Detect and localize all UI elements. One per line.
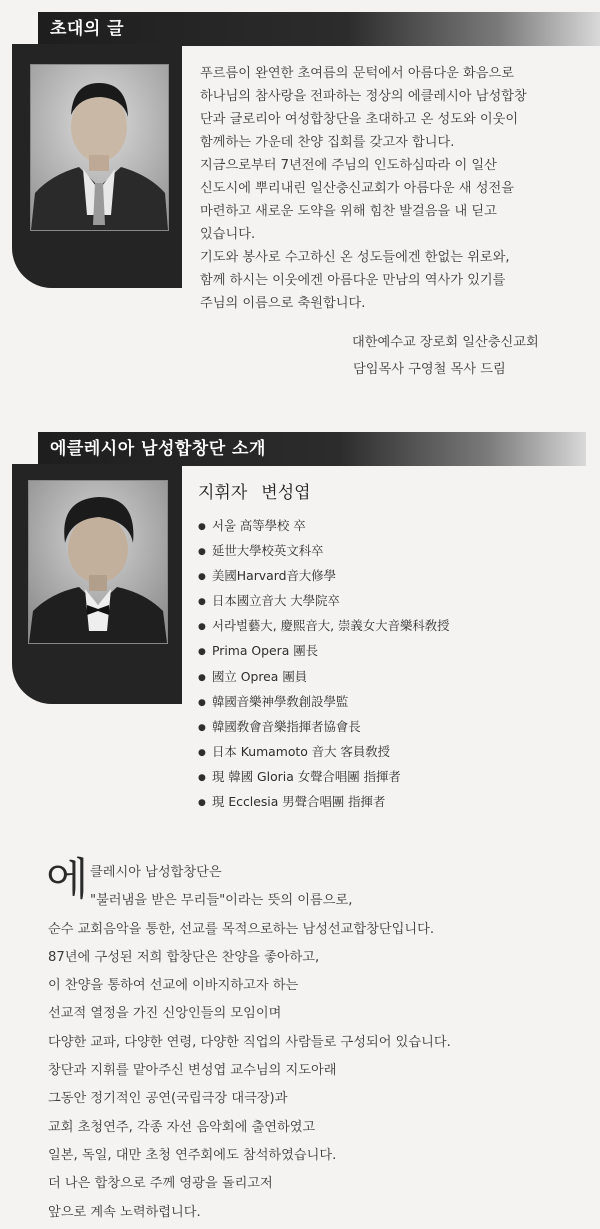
career-text: 國立 Oprea 團員 — [212, 668, 308, 684]
paragraph-line: "불러냄을 받은 무리들"이라는 뜻의 이름으로, — [90, 893, 353, 909]
paragraph-line: 함께하는 가운데 찬양 집회를 갖고자 합니다. — [200, 135, 455, 150]
conductor-heading — [198, 478, 311, 503]
list-item — [198, 589, 450, 614]
paragraph-line: 창단과 지휘를 맡아주신 변성엽 교수님의 지도아래 — [48, 1063, 337, 1079]
paragraph-line: 마련하고 새로운 도약을 위해 힘찬 발걸음을 내 딛고 — [200, 204, 497, 219]
bullet-icon: ● — [198, 672, 206, 683]
bullet-icon: ● — [198, 572, 206, 583]
paragraph-line: 선교적 열정을 가진 신앙인들의 모임이며 — [48, 1006, 282, 1022]
paragraph-line: 함께 하시는 이웃에겐 아름다운 만남의 역사가 있기를 — [200, 273, 506, 288]
paragraph-line: 하나님의 참사랑을 전파하는 정상의 에클레시아 남성합창 — [200, 89, 527, 104]
list-item — [198, 665, 450, 690]
paragraph-line: 단과 글로리아 여성합창단을 초대하고 온 성도와 이웃이 — [200, 112, 519, 127]
paragraph-line: 일본, 독일, 대만 초청 연주회에도 참석하였습니다. — [48, 1147, 337, 1163]
career-text: 서울 高等學校 卒 — [212, 518, 306, 533]
pastor-photo — [30, 64, 169, 231]
drop-cap: 에 — [46, 854, 89, 905]
bullet-icon: ● — [198, 747, 206, 758]
list-item — [198, 740, 450, 765]
career-text: 서라벌藝大, 慶熙音大, 崇義女大音樂科敎授 — [212, 618, 450, 634]
signature-church: 대한예수교 장로회 일산충신교회 — [352, 335, 539, 350]
list-item — [198, 639, 450, 664]
paragraph-line: 87년에 구성된 저희 합창단은 찬양을 좋아하고, — [48, 949, 320, 965]
paragraph-line: 지금으로부터 7년전에 주님의 인도하심따라 이 일산 — [200, 158, 497, 173]
career-text: 日本國立音大 大學院卒 — [212, 593, 340, 609]
section-heading-choir-intro — [38, 432, 586, 466]
signature-pastor: 담임목사 구영철 목사 드림 — [353, 362, 506, 377]
paragraph-line: 교회 초청연주, 각종 자선 음악회에 출연하였고 — [48, 1119, 316, 1135]
choir-intro-body — [46, 854, 451, 1227]
invitation-body — [200, 62, 527, 315]
list-item — [198, 514, 450, 539]
heading-text: 에클레시아 남성합창단 소개 — [50, 439, 266, 459]
bullet-icon: ● — [198, 772, 206, 783]
career-text: 美國Harvard音大修學 — [212, 568, 337, 584]
paragraph-line: 앞으로 계속 노력하렵니다. — [48, 1204, 201, 1220]
bullet-icon: ● — [198, 722, 206, 733]
career-text: 現 Ecclesia 男聲合唱團 指揮者 — [212, 794, 386, 810]
paragraph-line: 기도와 봉사로 수고하신 온 성도들에겐 한없는 위로와, — [200, 250, 510, 265]
bullet-icon: ● — [198, 622, 206, 633]
heading-text: 초대의 글 — [50, 19, 125, 39]
bullet-icon: ● — [198, 547, 206, 558]
career-text: 日本 Kumamoto 音大 客員敎授 — [212, 743, 391, 759]
paragraph-line: 더 나은 합창으로 주께 영광을 돌리고저 — [48, 1176, 273, 1192]
career-text: 韓國音樂神學敎創設學監 — [212, 693, 349, 709]
paragraph-line: 그동안 정기적인 공연(국립극장 대극장)과 — [48, 1091, 288, 1107]
paragraph-line: 순수 교회음악을 통한, 선교를 목적으로하는 남성선교합창단입니다. — [48, 921, 435, 937]
bullet-icon: ● — [198, 647, 206, 658]
bullet-icon: ● — [198, 522, 206, 532]
bullet-icon: ● — [198, 697, 206, 708]
paragraph-line: 신도시에 뿌리내린 일산충신교회가 아름다운 새 성전을 — [200, 181, 514, 196]
paragraph-line: 주님의 이름으로 축원합니다. — [200, 296, 366, 311]
bullet-icon: ● — [198, 798, 206, 809]
list-item — [198, 715, 450, 740]
list-item — [198, 790, 450, 815]
paragraph-line: 다양한 교파, 다양한 연령, 다양한 직업의 사람들로 구성되어 있습니다. — [48, 1034, 451, 1050]
list-item — [198, 539, 450, 564]
conductor-title: 지휘자 — [198, 483, 248, 503]
paragraph-line: 푸르름이 완연한 초여름의 문턱에서 아름다운 화음으로 — [200, 66, 514, 81]
list-item — [198, 765, 450, 790]
career-text: 韓國敎會音樂指揮者協會長 — [212, 718, 361, 734]
section-heading-invitation — [38, 12, 600, 46]
paragraph-line: 이 찬양을 통하여 선교에 이바지하고자 하는 — [48, 978, 299, 994]
paragraph-line: 있습니다. — [200, 227, 256, 242]
conductor-photo — [28, 480, 168, 644]
list-item — [198, 690, 450, 715]
conductor-career-list — [198, 514, 450, 815]
career-text: Prima Opera 團長 — [212, 643, 319, 659]
list-item — [198, 614, 450, 639]
list-item — [198, 564, 450, 589]
bullet-icon: ● — [198, 597, 206, 608]
career-text: 現 韓國 Gloria 女聲合唱團 指揮者 — [212, 768, 401, 784]
career-text: 延世大學校英文科卒 — [212, 543, 324, 559]
paragraph-line: 클레시아 남성합창단은 — [90, 865, 222, 880]
conductor-name: 변성엽 — [261, 483, 311, 503]
